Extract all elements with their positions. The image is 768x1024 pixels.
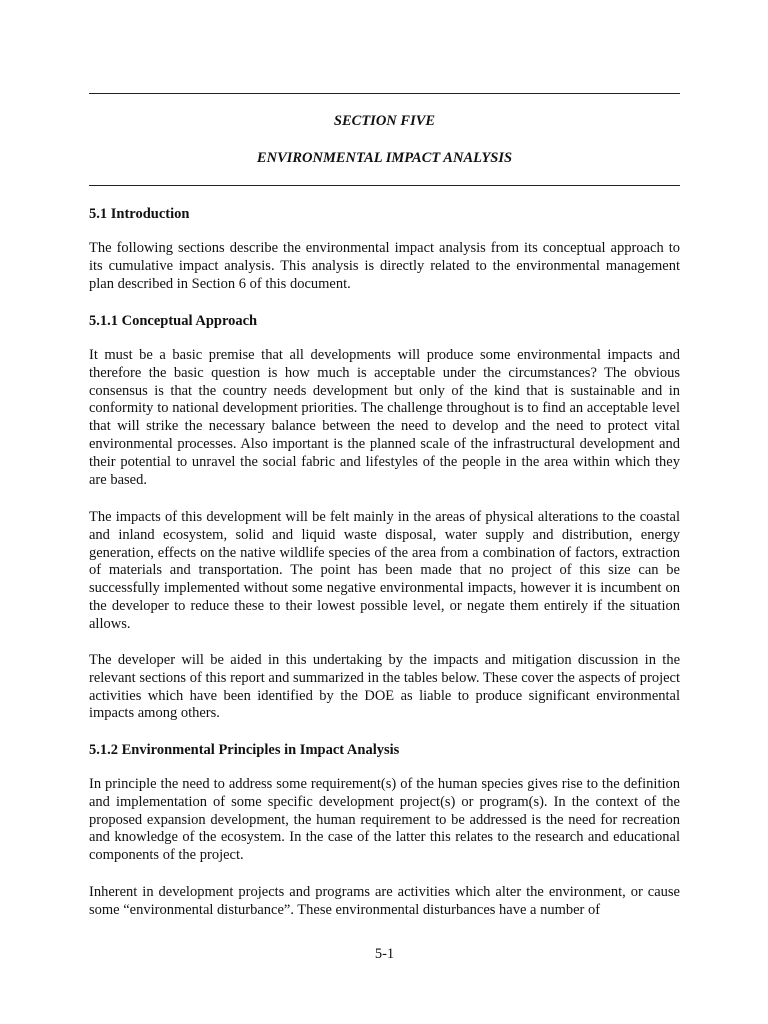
paragraph-conceptual-2: The impacts of this development will be felt mainly in the areas of physical alterations to the coastal and inland ecosystem, solid and liquid waste disposal, water supply and distribution, energy generation, effects on the native wildlife species of the area from a combination of factors, extraction of materials and transportation. The point has been made that no project of this size can be successfully implemented without some negative environmental impacts, however it is incumbent on the developer to reduce these to their lowest possible level, or negate them entirely if the situation allows. — [89, 509, 680, 632]
section-label: SECTION FIVE — [333, 113, 436, 129]
paragraph-principles-2: Inherent in development projects and programs are activities which alter the environment, or cause some “environmental disturbance”. These environmental disturbances have a number of — [89, 884, 680, 918]
heading-introduction: 5.1 Introduction — [89, 206, 190, 222]
paragraph-introduction: The following sections describe the environmental impact analysis from its conceptual approach to its cumulative impact analysis. This analysis is directly related to the environmental management plan described in Section 6 of this document. — [89, 240, 680, 292]
heading-environmental-principles: 5.1.2 Environmental Principles in Impact Analysis — [89, 742, 400, 758]
paragraph-conceptual-1: It must be a basic premise that all developments will produce some environmental impacts and therefore the basic question is how much is acceptable under the circumstances? The obvious consensus is that the country needs development but only of the kind that is sustainable and in conformity to national development priorities. The challenge throughout is to find an acceptable level that will strike the necessary balance between the need to develop and the need to protect vital environmental processes. Also important is the planned scale of the infrastructural development and their potential to unravel the social fabric and lifestyles of the people in the area within which they are based. — [89, 347, 680, 488]
header-bottom-rule — [89, 185, 680, 186]
section-title: ENVIRONMENTAL IMPACT ANALYSIS — [256, 150, 513, 166]
header-top-rule — [89, 93, 680, 94]
document-page — [89, 0, 680, 1024]
paragraph-conceptual-3: The developer will be aided in this undertaking by the impacts and mitigation discussion in the relevant sections of this report and summarized in the tables below. These cover the aspects of project activities which have been identified by the DOE as liable to produce significant environmental impacts among others. — [89, 652, 680, 722]
heading-conceptual-approach: 5.1.1 Conceptual Approach — [89, 313, 258, 329]
page-number: 5-1 — [374, 946, 395, 962]
paragraph-principles-1: In principle the need to address some requirement(s) of the human species gives rise to the definition and implementation of some specific development project(s) or program(s). In the context of the proposed expansion development, the human requirement to be addressed is the need for recreation and knowledge of the ecosystem. In the case of the latter this relates to the research and educational components of the project. — [89, 776, 680, 864]
